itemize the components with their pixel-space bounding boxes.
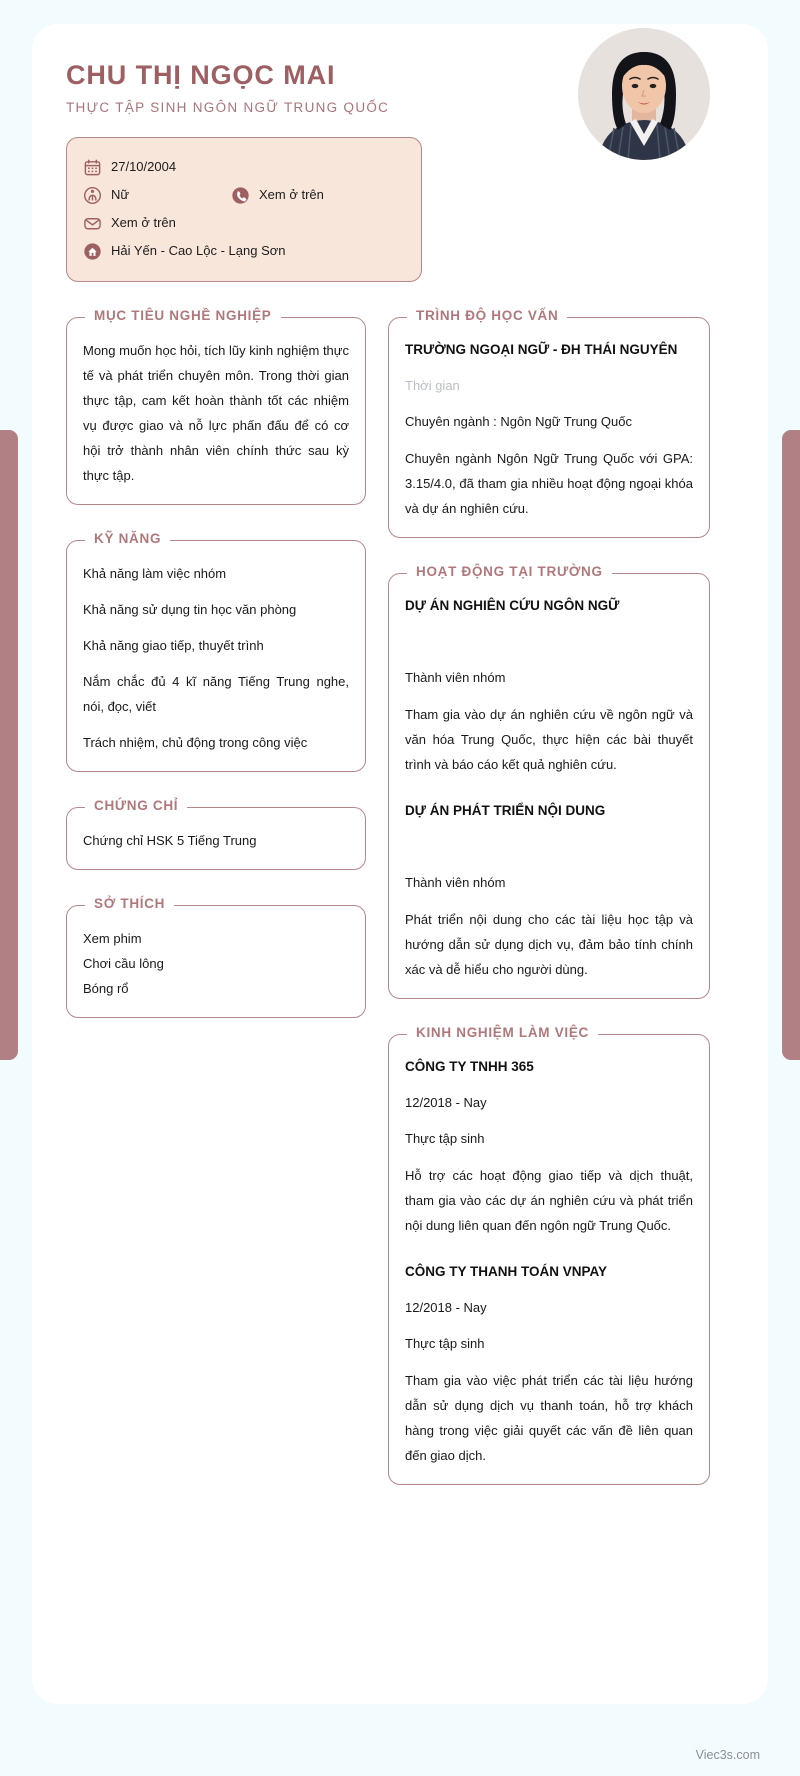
section-activities: [388, 556, 710, 999]
education-school: TRƯỜNG NGOẠI NGỮ - ĐH THÁI NGUYÊN: [405, 342, 678, 357]
contact-row-gender-phone: [83, 183, 405, 207]
cv-card: [32, 24, 768, 1704]
experience-role: Thực tập sinh: [405, 1336, 485, 1351]
left-column: [66, 300, 366, 1036]
section-frame-activities: [388, 573, 710, 999]
experience-entry: [405, 1055, 693, 1238]
activity-time: [405, 630, 693, 654]
footer-site-label: Viec3s.com: [695, 1748, 760, 1762]
list-item: Xem phim: [83, 931, 142, 946]
contact-birthday: [83, 155, 176, 179]
right-decor-bar: [782, 430, 800, 1060]
contact-row-email: [83, 211, 405, 235]
education-major: Chuyên ngành : Ngôn Ngữ Trung Quốc: [405, 414, 632, 429]
section-title-experience: KINH NGHIỆM LÀM VIỆC: [407, 1025, 598, 1040]
page-title: CHU THỊ NGỌC MAI: [66, 60, 336, 90]
section-title-activities: HOẠT ĐỘNG TẠI TRƯỜNG: [407, 564, 612, 579]
email-icon: [83, 214, 102, 233]
contact-email-value: Xem ở trên: [111, 215, 176, 230]
cv-columns: [32, 282, 768, 1533]
education-time: Thời gian: [405, 378, 460, 393]
contact-info-box: [66, 137, 422, 282]
experience-description: Hỗ trợ các hoạt động giao tiếp và dịch thuật, tham gia vào các dự án nghiên cứu và phát triển nội dung liên quan đến ngôn ngữ Trung Quốc.: [405, 1168, 693, 1233]
home-icon: [83, 242, 102, 261]
section-education: [388, 300, 710, 538]
list-item: Khả năng giao tiếp, thuyết trình: [83, 638, 264, 653]
right-column: [388, 300, 710, 1503]
section-frame-objective: [66, 317, 366, 505]
objective-text: Mong muốn học hỏi, tích lũy kinh nghiệm thực tế và phát triển chuyên môn. Trong thời gian thực tập, cam kết hoàn thành tốt các nhiệm vụ được giao và nỗ lực phấn đấu để có cơ hội trở thành nhân viên chính thức sau kỳ thực tập.: [83, 343, 349, 483]
section-objective: [66, 300, 366, 505]
list-item: Nắm chắc đủ 4 kĩ năng Tiếng Trung nghe, nói, đọc, viết: [83, 674, 349, 714]
list-item: Khả năng sử dụng tin học văn phòng: [83, 602, 297, 617]
experience-time: 12/2018 - Nay: [405, 1095, 487, 1110]
contact-gender: [83, 183, 231, 207]
section-frame-skills: [66, 540, 366, 772]
education-entry: [405, 338, 693, 521]
section-frame-hobbies: [66, 905, 366, 1018]
contact-address-value: Hải Yến - Cao Lộc - Lạng Sơn: [111, 243, 286, 258]
experience-company: CÔNG TY THANH TOÁN VNPAY: [405, 1264, 608, 1279]
activity-description: Phát triển nội dung cho các tài liệu học tập và hướng dẫn sử dụng dịch vụ, đảm bảo tính chính xác và dễ hiểu cho người dùng.: [405, 912, 693, 977]
contact-row-birthday: [83, 155, 405, 179]
education-description: Chuyên ngành Ngôn Ngữ Trung Quốc với GPA: 3.15/4.0, đã tham gia nhiều hoạt động ngoại khóa và dự án nghiên cứu.: [405, 451, 693, 516]
activity-name: DỰ ÁN PHÁT TRIỂN NỘI DUNG: [405, 803, 606, 818]
activity-entry: [405, 594, 693, 777]
activity-name: DỰ ÁN NGHIÊN CỨU NGÔN NGỮ: [405, 598, 620, 613]
experience-entry: [405, 1260, 693, 1468]
activity-description: Tham gia vào dự án nghiên cứu về ngôn ngữ và văn hóa Trung Quốc, thực hiện các bài thuyết trình và báo cáo kết quả nghiên cứu.: [405, 707, 693, 772]
cv-header: [32, 24, 768, 115]
experience-company: CÔNG TY TNHH 365: [405, 1059, 534, 1074]
section-title-certificates: CHỨNG CHỈ: [85, 798, 187, 813]
list-item: Trách nhiệm, chủ động trong công việc: [83, 735, 308, 750]
experience-role: Thực tập sinh: [405, 1131, 485, 1146]
activity-role: Thành viên nhóm: [405, 670, 506, 685]
section-title-education: TRÌNH ĐỘ HỌC VẤN: [407, 308, 567, 323]
calendar-icon: [83, 158, 102, 177]
contact-phone-value: Xem ở trên: [259, 187, 324, 202]
list-item: Khả năng làm việc nhóm: [83, 566, 227, 581]
section-certificates: [66, 790, 366, 870]
job-title: THỰC TẬP SINH NGÔN NGỮ TRUNG QUỐC: [66, 100, 390, 115]
section-frame-education: [388, 317, 710, 538]
contact-gender-value: Nữ: [111, 187, 130, 202]
activity-entry: [405, 799, 693, 982]
gender-icon: [83, 186, 102, 205]
experience-description: Tham gia vào việc phát triển các tài liệu hướng dẫn sử dụng dịch vụ thanh toán, hỗ trợ khách hàng trong việc giải quyết các vấn đề liên quan đến giao dịch.: [405, 1373, 693, 1463]
phone-icon: [231, 186, 250, 205]
list-item: Chơi cầu lông: [83, 956, 164, 971]
section-title-hobbies: SỞ THÍCH: [85, 896, 174, 911]
contact-email: [83, 211, 176, 235]
section-skills: [66, 523, 366, 772]
list-item: Chứng chỉ HSK 5 Tiếng Trung: [83, 833, 257, 848]
contact-address: [83, 239, 286, 263]
avatar: [578, 28, 710, 160]
contact-phone: [231, 183, 324, 207]
section-title-objective: MỤC TIÊU NGHỀ NGHIỆP: [85, 308, 281, 323]
contact-row-address: [83, 239, 405, 263]
activity-time: [405, 835, 693, 859]
section-experience: [388, 1017, 710, 1485]
left-decor-bar: [0, 430, 18, 1060]
section-title-skills: KỸ NĂNG: [85, 531, 170, 546]
section-hobbies: [66, 888, 366, 1018]
contact-birthday-value: 27/10/2004: [111, 159, 177, 174]
experience-time: 12/2018 - Nay: [405, 1300, 487, 1315]
list-item: Bóng rổ: [83, 981, 129, 996]
activity-role: Thành viên nhóm: [405, 875, 506, 890]
section-frame-experience: [388, 1034, 710, 1485]
section-frame-certificates: [66, 807, 366, 870]
